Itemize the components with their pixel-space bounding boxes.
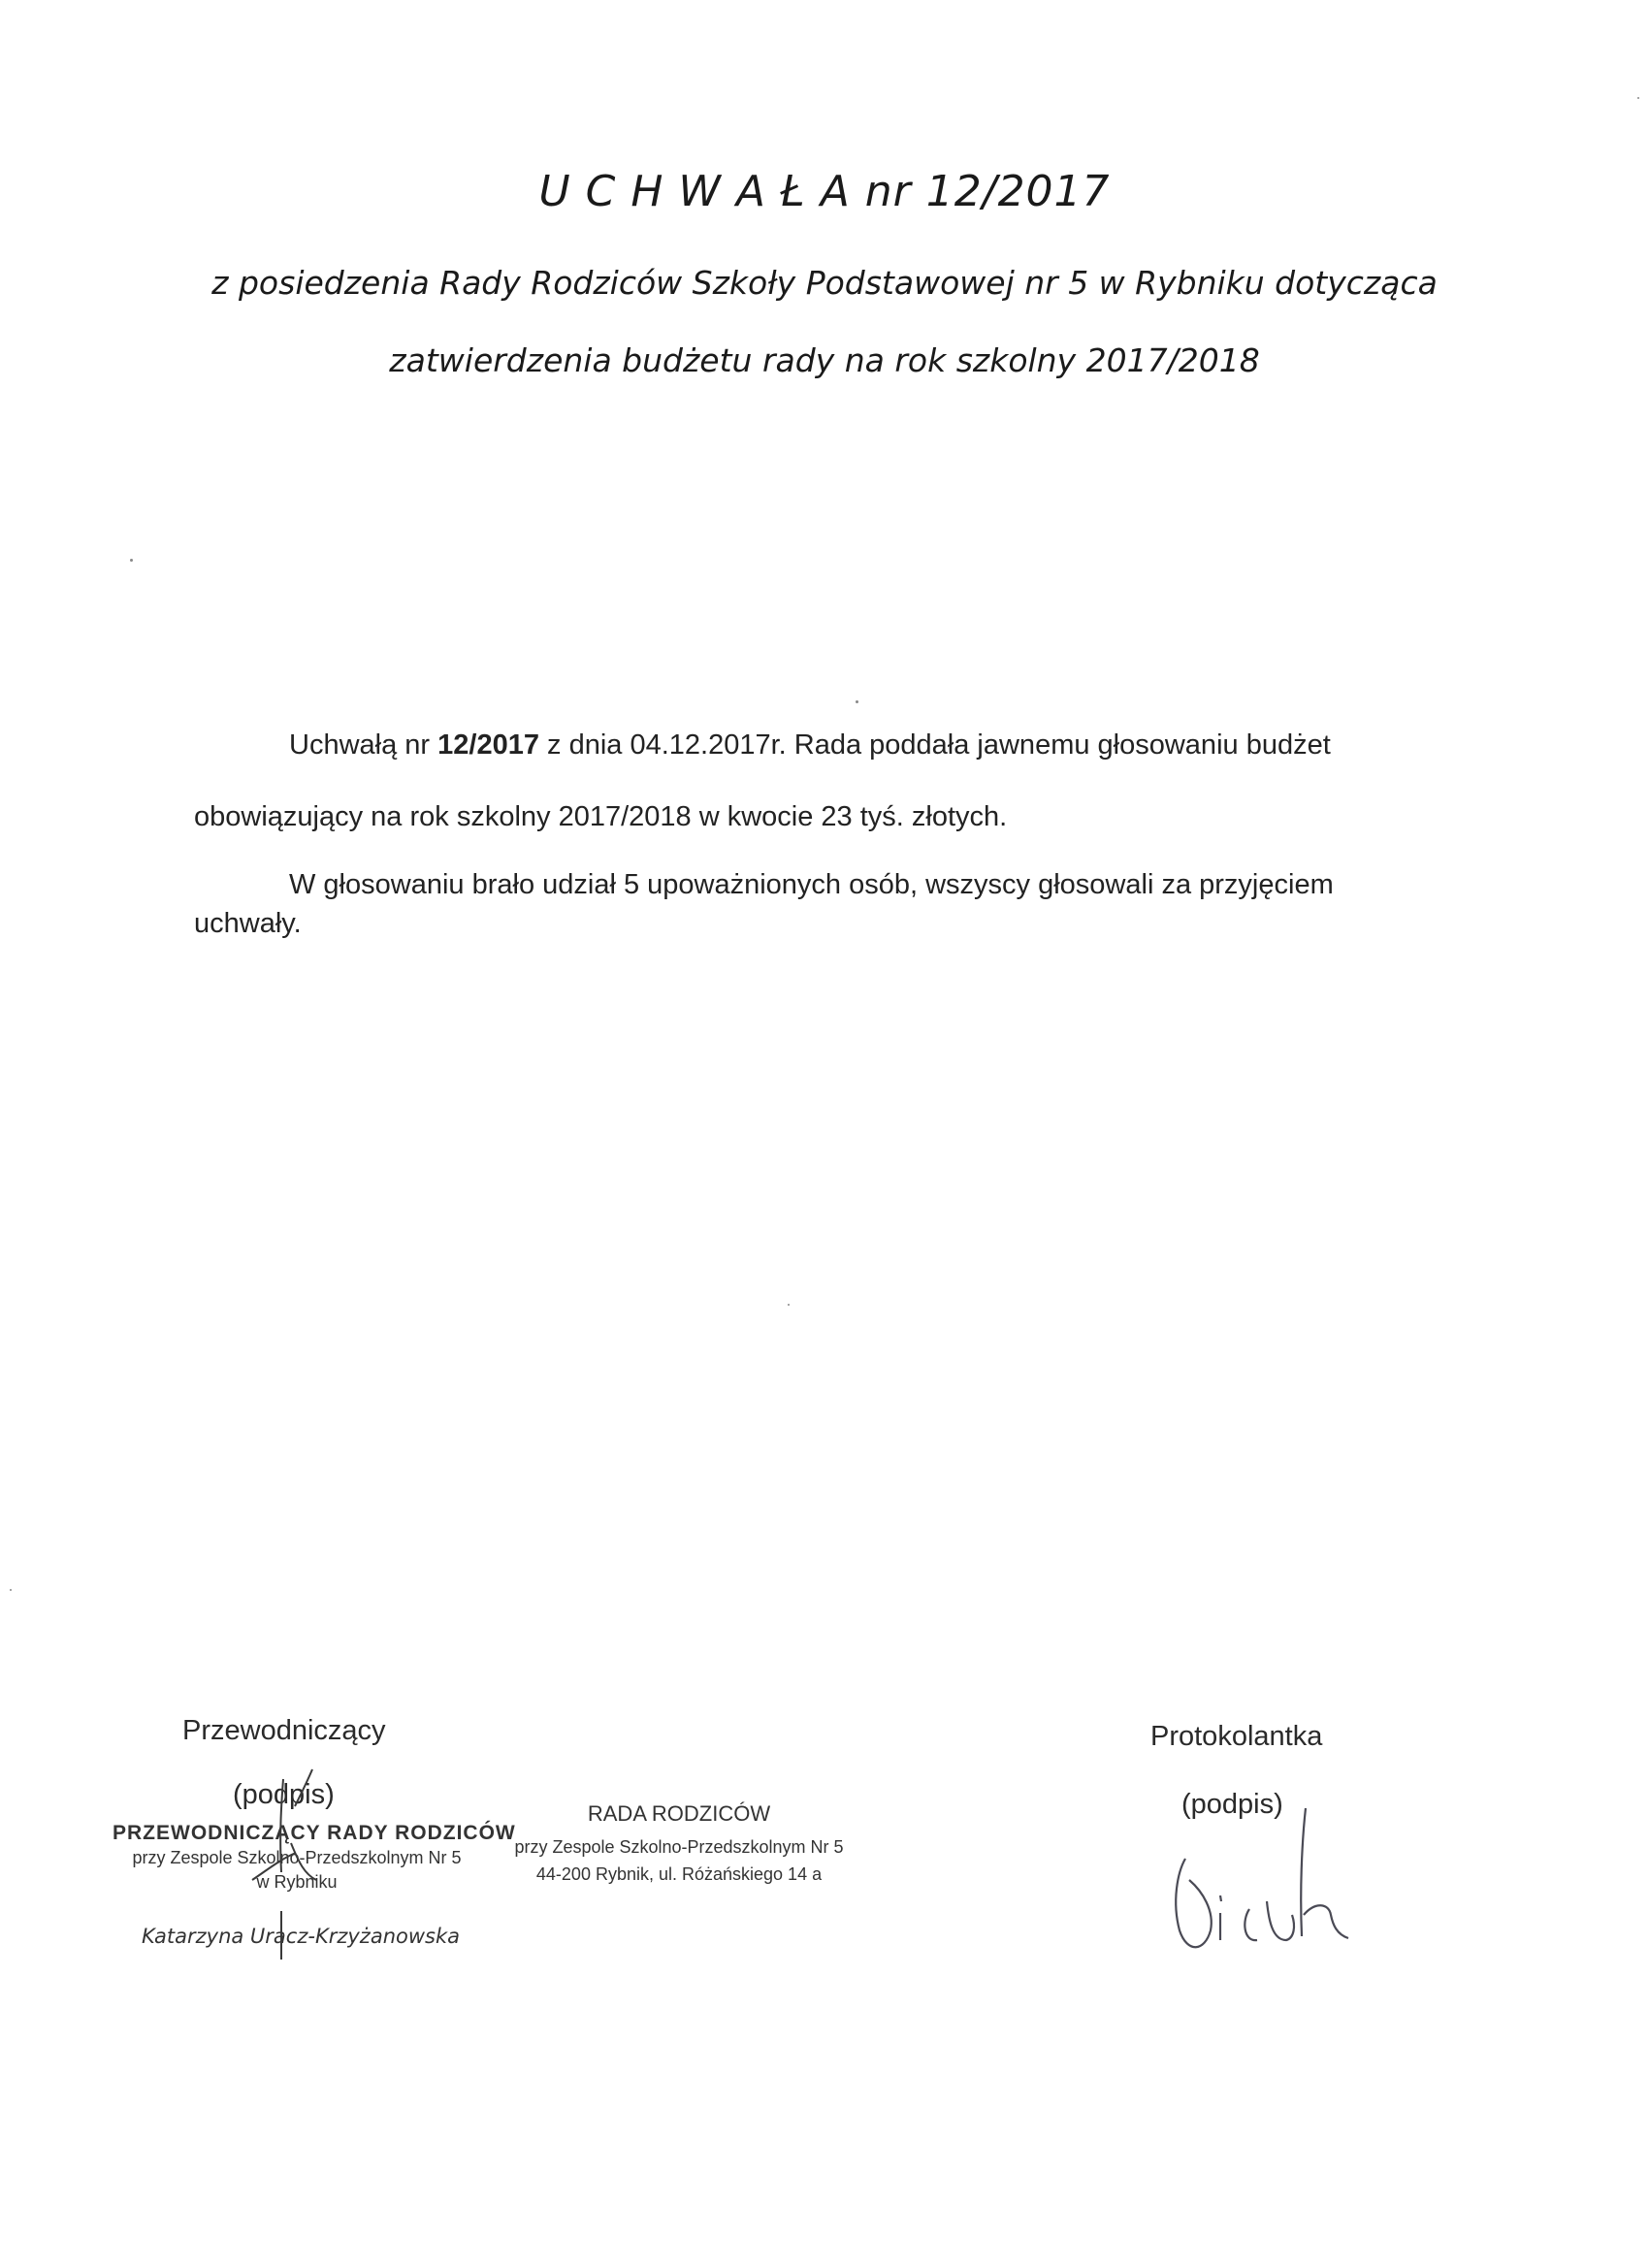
scan-speck — [10, 1589, 12, 1591]
council-stamp-line2: przy Zespole Szkolno-Przedszkolnym Nr 5 — [514, 1837, 844, 1857]
scan-speck — [788, 1304, 790, 1306]
chair-title: Przewodniczący — [182, 1715, 386, 1746]
council-stamp-line1: RADA RODZICÓW — [587, 1801, 771, 1826]
chair-stamp-line3: w Rybniku — [256, 1872, 338, 1892]
resolution-subtitle-line2: zatwierdzenia budżetu rady na rok szkolny 2017/2018 — [389, 341, 1260, 379]
body-paragraph-4: uchwały. — [194, 908, 302, 939]
resolution-title: U C H W A Ł A nr 12/2017 — [538, 167, 1111, 216]
chair-handwritten-signature — [223, 1766, 369, 1989]
chair-signature-label: (podpis) — [233, 1779, 335, 1810]
recorder-handwritten-signature — [1145, 1795, 1397, 1960]
chair-stamp-line1: PRZEWODNICZĄCY RADY RODZICÓW — [113, 1822, 516, 1844]
body-p1-text-a: Uchwałą nr — [289, 729, 438, 761]
scan-speck — [130, 559, 133, 562]
body-paragraph-3: W głosowaniu brało udział 5 upoważnionych osób, wszyscy głosowali za przyjęciem — [289, 869, 1334, 900]
scan-speck — [1637, 97, 1639, 99]
body-p1-text-b: z dnia 04.12.2017r. Rada poddała jawnemu głosowaniu budżet — [538, 729, 1331, 761]
council-stamp-line3: 44-200 Rybnik, ul. Różańskiego 14 a — [535, 1864, 823, 1884]
scan-speck — [856, 700, 858, 703]
chair-name: Katarzyna Uracz-Krzyżanowska — [142, 1925, 461, 1948]
recorder-title: Protokolantka — [1150, 1721, 1323, 1752]
recorder-signature-label: (podpis) — [1181, 1789, 1283, 1820]
body-p1-number: 12/2017 — [437, 729, 539, 761]
resolution-subtitle-line1: z posiedzenia Rady Rodziców Szkoły Podstawowej nr 5 w Rybniku dotycząca — [211, 264, 1438, 302]
chair-stamp-line2: przy Zespole Szkolno-Przedszkolnym Nr 5 — [132, 1848, 462, 1867]
body-paragraph-2: obowiązujący na rok szkolny 2017/2018 w kwocie 23 tyś. złotych. — [194, 801, 1008, 832]
body-paragraph-1 — [289, 729, 1331, 761]
